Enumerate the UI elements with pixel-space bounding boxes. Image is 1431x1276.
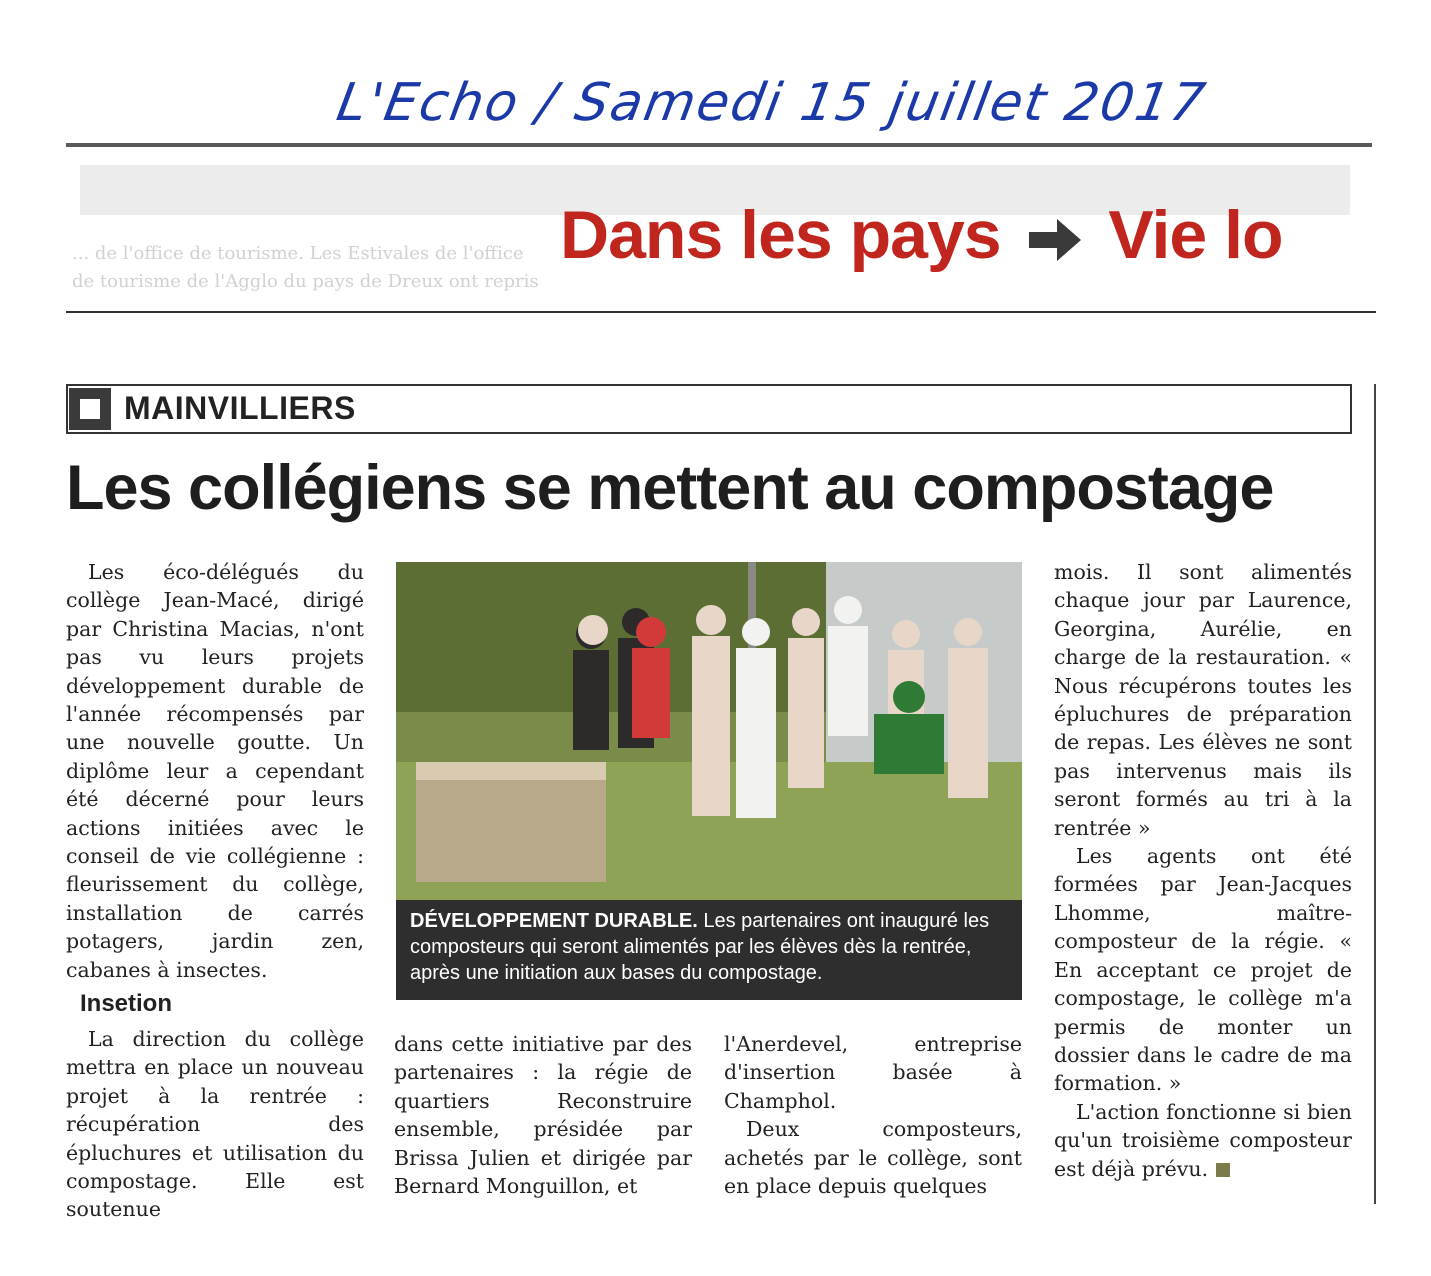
column-3: [724, 1030, 1022, 1200]
top-rule: [66, 143, 1372, 147]
paragraph: [1054, 1098, 1352, 1183]
column-1-lower: [66, 1025, 364, 1224]
end-mark-icon: [1216, 1163, 1230, 1177]
column-4: [1054, 558, 1352, 1183]
show-through-line: de tourisme de l'Agglo du pays de Dreux ont repris: [72, 271, 539, 292]
handwritten-note: [332, 62, 1212, 142]
show-through-line: ... de l'office de tourisme. Les Estivales de l'office: [72, 243, 524, 264]
svg-text:L'Echo / Samedi 15 juillet 201: L'Echo / Samedi 15 juillet 2017: [332, 72, 1212, 133]
section-header: [560, 196, 1375, 276]
section-name: Dans les pays: [560, 197, 1001, 273]
section-rule: [66, 311, 1376, 313]
paragraph: mois. Il sont alimentés chaque jour par Laurence, Georgina, Aurélie, en charge de la restauration. « Nous récupérons toutes les épluchures de préparation de repas. Les élèves ne sont pas intervenus mais ils seront formés au tri à la rentrée »: [1054, 560, 1352, 840]
column-1: [66, 558, 364, 984]
subheading: Insetion: [80, 990, 173, 1017]
column-2: [394, 1030, 692, 1200]
article-photo: [396, 562, 1022, 900]
paragraph: dans cette initiative par des partenaires : la régie de quartiers Reconstruire ensemble, présidée par Brissa Julien et dirigée par Bernard Monguillon, et: [394, 1032, 692, 1199]
photo-caption: [396, 900, 1022, 1000]
paragraph: Les agents ont été formées par Jean-Jacques Lhomme, maître-composteur de la régie. « En acceptant ce projet de compostage, le collège m'a permis de monter un dossier dans le cadre de ma formation. »: [1054, 844, 1352, 1096]
headline: Les collégiens se mettent au compostage: [66, 453, 1274, 523]
kicker-location: MAINVILLIERS: [124, 390, 356, 426]
paragraph: Les éco-délégués du collège Jean-Macé, dirigé par Christina Macias, n'ont pas vu leurs projets développement durable de l'année récompensés par une nouvelle goutte. Un diplôme leur a cependant été décerné pour leurs actions initiées avec le conseil de vie collégienne : fleurissement du collège, installation de carrés potagers, jardin zen, cabanes à insectes.: [66, 560, 364, 982]
kicker-square-inner: [80, 399, 100, 419]
paragraph: l'Anerdevel, entreprise d'insertion basée à Champhol.: [724, 1032, 1022, 1113]
paragraph: Deux composteurs, achetés par le collège, sont en place depuis quelques: [724, 1117, 1022, 1199]
caption-lead: DÉVELOPPEMENT DURABLE.: [410, 910, 698, 932]
right-arrow-icon: [1025, 215, 1085, 265]
subsection-name: Vie lo: [1108, 197, 1283, 273]
photo-illustration: [396, 562, 1022, 900]
right-border: [1374, 384, 1376, 1204]
caption-text: Les partenaires ont inauguré les composteurs qui seront alimentés par les élèves dès la rentrée, après une initiation aux bases du compostage.: [410, 910, 990, 984]
paragraph: La direction du collège mettra en place un nouveau projet à la rentrée : récupération des épluchures et utilisation du compostage. Elle est soutenue: [66, 1027, 364, 1222]
closing-text: L'action fonctionne si bien qu'un troisième composteur est déjà prévu.: [1054, 1099, 1352, 1181]
